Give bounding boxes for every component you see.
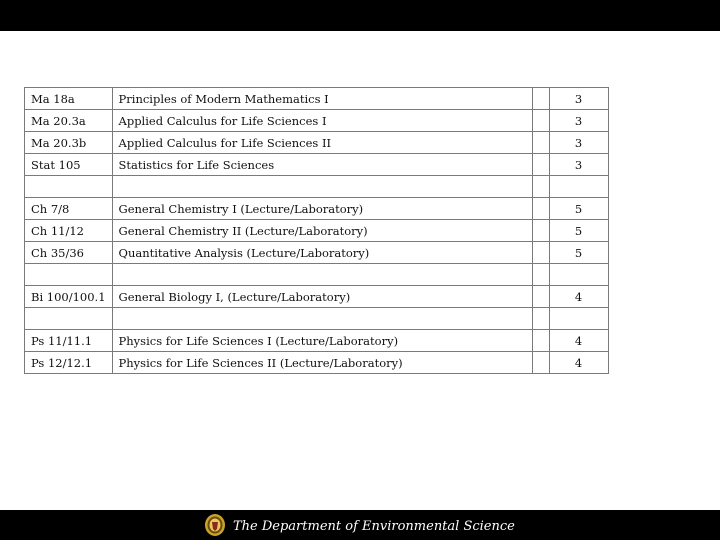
spacer-cell xyxy=(532,88,549,110)
footer-department-name: The Department of Environmental Science xyxy=(233,519,515,534)
course-units-cell: 5 xyxy=(549,242,608,264)
course-units-cell: 4 xyxy=(549,352,608,374)
course-code-cell: Ch 35/36 xyxy=(25,242,113,264)
table-row xyxy=(25,330,609,352)
course-title-cell: Physics for Life Sciences I (Lecture/Laboratory) xyxy=(112,330,532,352)
course-title-cell: Principles of Modern Mathematics I xyxy=(112,88,532,110)
footer-bar xyxy=(0,510,720,540)
top-banner-bar xyxy=(0,0,720,31)
course-title-cell: General Biology I, (Lecture/Laboratory) xyxy=(112,286,532,308)
course-units-cell: 3 xyxy=(549,132,608,154)
course-code-cell xyxy=(25,308,113,330)
table-row xyxy=(25,242,609,264)
spacer-cell xyxy=(532,286,549,308)
spacer-cell xyxy=(532,352,549,374)
course-units-cell xyxy=(549,308,608,330)
course-code-cell: Stat 105 xyxy=(25,154,113,176)
course-title-cell: Applied Calculus for Life Sciences II xyxy=(112,132,532,154)
course-units-cell xyxy=(549,264,608,286)
spacer-cell xyxy=(532,198,549,220)
course-title-cell xyxy=(112,264,532,286)
course-units-cell: 3 xyxy=(549,154,608,176)
course-title-cell: Physics for Life Sciences II (Lecture/Laboratory) xyxy=(112,352,532,374)
course-units-cell xyxy=(549,176,608,198)
spacer-cell xyxy=(532,330,549,352)
table-row xyxy=(25,264,609,286)
table-row xyxy=(25,220,609,242)
spacer-cell xyxy=(532,154,549,176)
course-code-cell xyxy=(25,176,113,198)
university-seal-icon xyxy=(204,513,226,537)
table-row xyxy=(25,154,609,176)
course-title-cell: General Chemistry II (Lecture/Laboratory) xyxy=(112,220,532,242)
spacer-cell xyxy=(532,242,549,264)
course-title-cell: General Chemistry I (Lecture/Laboratory) xyxy=(112,198,532,220)
course-code-cell: Ps 12/12.1 xyxy=(25,352,113,374)
table-row xyxy=(25,198,609,220)
spacer-cell xyxy=(532,264,549,286)
course-title-cell xyxy=(112,308,532,330)
table-row xyxy=(25,176,609,198)
course-title-cell: Applied Calculus for Life Sciences I xyxy=(112,110,532,132)
table-row xyxy=(25,352,609,374)
course-units-cell: 3 xyxy=(549,110,608,132)
spacer-cell xyxy=(532,176,549,198)
course-code-cell: Ch 7/8 xyxy=(25,198,113,220)
course-code-cell: Bi 100/100.1 xyxy=(25,286,113,308)
course-units-cell: 5 xyxy=(549,220,608,242)
table-row xyxy=(25,110,609,132)
course-code-cell xyxy=(25,264,113,286)
spacer-cell xyxy=(532,308,549,330)
spacer-cell xyxy=(532,132,549,154)
course-table xyxy=(24,87,609,374)
table-row xyxy=(25,132,609,154)
course-code-cell: Ch 11/12 xyxy=(25,220,113,242)
course-table-body xyxy=(25,88,609,374)
course-code-cell: Ma 20.3a xyxy=(25,110,113,132)
table-row xyxy=(25,286,609,308)
course-code-cell: Ma 20.3b xyxy=(25,132,113,154)
spacer-cell xyxy=(532,220,549,242)
table-row xyxy=(25,88,609,110)
table-row xyxy=(25,308,609,330)
course-units-cell: 5 xyxy=(549,198,608,220)
course-code-cell: Ma 18a xyxy=(25,88,113,110)
course-title-cell: Statistics for Life Sciences xyxy=(112,154,532,176)
course-title-cell: Quantitative Analysis (Lecture/Laboratory) xyxy=(112,242,532,264)
course-title-cell xyxy=(112,176,532,198)
course-units-cell: 4 xyxy=(549,330,608,352)
course-code-cell: Ps 11/11.1 xyxy=(25,330,113,352)
course-units-cell: 3 xyxy=(549,88,608,110)
spacer-cell xyxy=(532,110,549,132)
course-units-cell: 4 xyxy=(549,286,608,308)
